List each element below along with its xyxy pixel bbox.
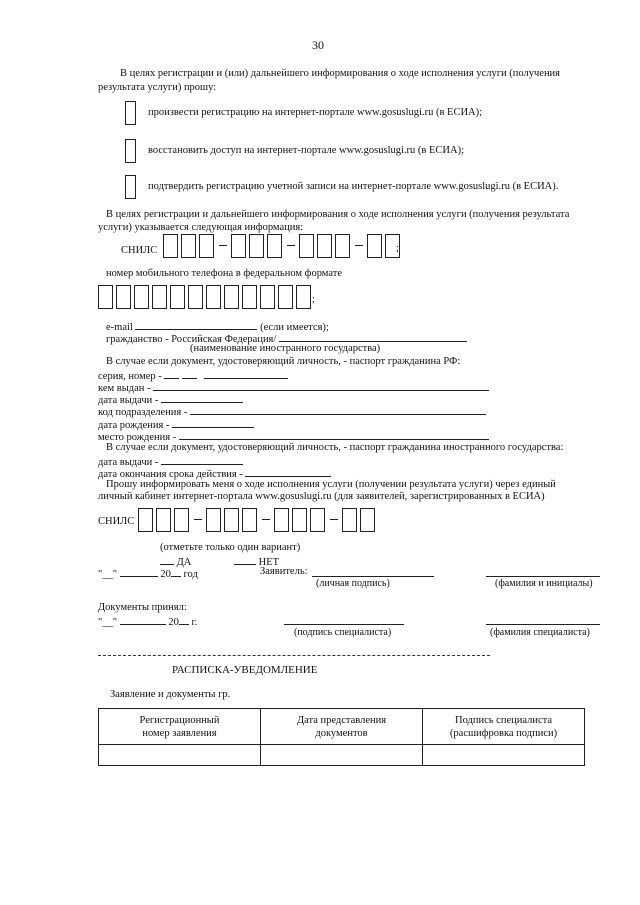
digit-cell[interactable]: [138, 508, 153, 532]
applicant-signature-field[interactable]: [312, 566, 434, 577]
dept-code-field[interactable]: [190, 404, 486, 415]
header-submission-date: [261, 709, 423, 745]
year-prefix: 20: [168, 617, 179, 628]
rf-passport-intro: В случае если документ, удостоверяющий личность, - паспорт гражданина РФ:: [106, 356, 461, 367]
citizenship-label: гражданство - Российская Федерация/: [106, 334, 277, 345]
acceptance-date: [98, 614, 197, 628]
year-prefix: 20: [160, 569, 171, 580]
intro-line-1: В целях регистрации и (или) дальнейшего информирования о ходе исполнения услуги (получения: [120, 68, 561, 79]
birth-date-label: дата рождения -: [98, 420, 170, 431]
email-field[interactable]: [135, 319, 257, 330]
digit-cell[interactable]: [242, 285, 257, 309]
digit-cell[interactable]: [134, 285, 149, 309]
digit-cell[interactable]: [98, 285, 113, 309]
specialist-name-field[interactable]: [486, 614, 600, 625]
header-line: Подпись специалиста: [454, 714, 552, 726]
header-line: (расшифровка подписи): [449, 727, 558, 739]
digit-cell[interactable]: [231, 234, 246, 258]
issued-by-label: кем выдан -: [98, 383, 151, 394]
cut-line: [98, 655, 490, 656]
personal-signature-caption: (личная подпись): [316, 578, 390, 589]
header-line: номер заявления: [142, 727, 217, 739]
receipt-title: РАСПИСКА-УВЕДОМЛЕНИЕ: [172, 664, 318, 676]
digit-cell[interactable]: [299, 234, 314, 258]
table-row: [99, 745, 585, 766]
snils2-label: СНИЛС: [98, 516, 135, 527]
issue-date-field[interactable]: [161, 392, 243, 403]
receipt-intro: Заявление и документы гр.: [110, 689, 231, 700]
birth-place-label: место рождения -: [98, 432, 177, 443]
header-line: Дата представления: [296, 714, 387, 726]
email-suffix: (если имеется);: [260, 322, 329, 333]
snils2-input[interactable]: [138, 508, 378, 532]
option-confirm-label: подтвердить регистрацию учетной записи на интернет-портале www.gosuslugi.ru (в ЕСИА).: [148, 181, 559, 192]
info-intro-line-1: В целях регистрации и дальнейшего информирования о ходе исполнения услуги (получения результата: [106, 209, 570, 220]
option-confirm-checkbox[interactable]: [125, 175, 136, 199]
info-intro-line-2: услуги) указывается следующая информация:: [98, 222, 304, 233]
separator-dash: [287, 245, 295, 247]
digit-cell[interactable]: [249, 234, 264, 258]
year-field[interactable]: [179, 614, 189, 625]
intro-line-2: результата услуги) прошу:: [98, 82, 217, 93]
separator-dash: [262, 519, 270, 521]
application-date: [98, 566, 198, 580]
series-field[interactable]: [182, 368, 197, 379]
expiry-label: дата окончания срока действия -: [98, 469, 243, 480]
birth-place-row: [98, 429, 489, 443]
expiry-field[interactable]: [245, 466, 331, 477]
header-line: документов: [315, 727, 368, 739]
table-header-row: [99, 709, 585, 745]
phone-label: номер мобильного телефона в федеральном формате: [106, 268, 342, 279]
option-restore-label: восстановить доступ на интернет-портале www.gosuslugi.ru (в ЕСИА);: [148, 145, 465, 156]
snils-input[interactable]: [163, 234, 403, 258]
digit-cell[interactable]: [152, 285, 167, 309]
digit-cell[interactable]: [116, 285, 131, 309]
digit-cell[interactable]: [296, 285, 311, 309]
year-field[interactable]: [171, 566, 181, 577]
month-field[interactable]: [120, 566, 158, 577]
digit-cell[interactable]: [224, 508, 239, 532]
digit-cell[interactable]: [174, 508, 189, 532]
digit-cell[interactable]: [199, 234, 214, 258]
option-register-checkbox[interactable]: [125, 101, 136, 125]
expiry-row: [98, 466, 331, 480]
option-register-label: произвести регистрацию на интернет-портале www.gosuslugi.ru (в ЕСИА);: [148, 107, 483, 118]
dept-code-row: [98, 404, 486, 418]
separator-dash: [219, 245, 227, 247]
series-field[interactable]: [164, 368, 179, 379]
phone-input[interactable]: [98, 285, 314, 309]
lk-request-line-2: личный кабинет интернет-портала www.gosuslugi.ru (для заявителей, зарегистрированных в ЕСИА): [98, 491, 545, 502]
digit-cell[interactable]: [188, 285, 203, 309]
applicant-label: Заявитель:: [260, 566, 308, 577]
month-field[interactable]: [120, 614, 166, 625]
issue-date-label: дата выдачи -: [98, 395, 159, 406]
number-field[interactable]: [204, 368, 288, 379]
digit-cell[interactable]: [310, 508, 325, 532]
snils-terminator: ;: [396, 243, 399, 254]
snils-label: СНИЛС: [121, 245, 158, 256]
no-label: НЕТ: [258, 557, 280, 568]
day-field[interactable]: "__": [98, 617, 118, 628]
digit-cell[interactable]: [170, 285, 185, 309]
header-specialist-signature: [423, 709, 585, 745]
citizenship-caption: (наименование иностранного государства): [190, 343, 381, 354]
one-option-note: (отметьте только один вариант): [160, 542, 301, 553]
year-suffix: год: [183, 569, 198, 580]
option-restore-checkbox[interactable]: [125, 139, 136, 163]
phone-terminator: ;: [312, 294, 315, 305]
table-cell[interactable]: [99, 745, 261, 766]
specialist-signature-caption: (подпись специалиста): [294, 627, 392, 638]
no-mark-field[interactable]: [234, 554, 256, 565]
digit-cell[interactable]: [267, 234, 282, 258]
birth-date-field[interactable]: [172, 417, 254, 428]
digit-cell[interactable]: [274, 508, 289, 532]
foreign-passport-intro: В случае если документ, удостоверяющий личность, - паспорт гражданина иностранного государства:: [106, 442, 564, 453]
digit-cell[interactable]: [242, 508, 257, 532]
digit-cell[interactable]: [335, 234, 350, 258]
digit-cell[interactable]: [278, 285, 293, 309]
digit-cell[interactable]: [224, 285, 239, 309]
digit-cell[interactable]: [206, 508, 221, 532]
specialist-signature-field[interactable]: [284, 614, 404, 625]
header-line: Регистрационный: [139, 714, 220, 726]
name-initials-caption: (фамилия и инициалы): [495, 578, 593, 589]
issued-by-field[interactable]: [153, 380, 489, 391]
dept-code-label: код подразделения -: [98, 407, 188, 418]
digit-cell[interactable]: [156, 508, 171, 532]
digit-cell[interactable]: [317, 234, 332, 258]
digit-cell[interactable]: [206, 285, 221, 309]
table-cell[interactable]: [261, 745, 423, 766]
foreign-issue-date-label: дата выдачи -: [98, 457, 159, 468]
year-suffix: г.: [191, 617, 198, 628]
yes-label: ДА: [176, 557, 192, 568]
docs-accepted-label: Документы принял:: [98, 602, 187, 613]
table-cell[interactable]: [423, 745, 585, 766]
header-reg-number: [99, 709, 261, 745]
lk-request-line-1: Прошу информировать меня о ходе исполнения услуги (получении результата услуги) через единый: [106, 479, 556, 490]
digit-cell[interactable]: [181, 234, 196, 258]
specialist-name-caption: (фамилия специалиста): [490, 627, 590, 638]
digit-cell[interactable]: [260, 285, 275, 309]
foreign-issue-date-field[interactable]: [161, 454, 243, 465]
digit-cell[interactable]: [292, 508, 307, 532]
separator-dash: [330, 519, 338, 521]
email-label: e-mail: [106, 322, 133, 333]
digit-cell[interactable]: [360, 508, 375, 532]
separator-dash: [194, 519, 202, 521]
receipt-table: [98, 708, 585, 766]
page-number: 30: [312, 38, 324, 52]
digit-cell[interactable]: [163, 234, 178, 258]
applicant-name-field[interactable]: [486, 566, 600, 577]
birth-place-field[interactable]: [179, 429, 489, 440]
digit-cell[interactable]: [342, 508, 357, 532]
yes-mark-field[interactable]: [160, 554, 174, 565]
series-label: серия, номер -: [98, 371, 162, 382]
citizenship-field[interactable]: [279, 331, 467, 342]
separator-dash: [355, 245, 363, 247]
day-field[interactable]: "__": [98, 569, 118, 580]
digit-cell[interactable]: [367, 234, 382, 258]
